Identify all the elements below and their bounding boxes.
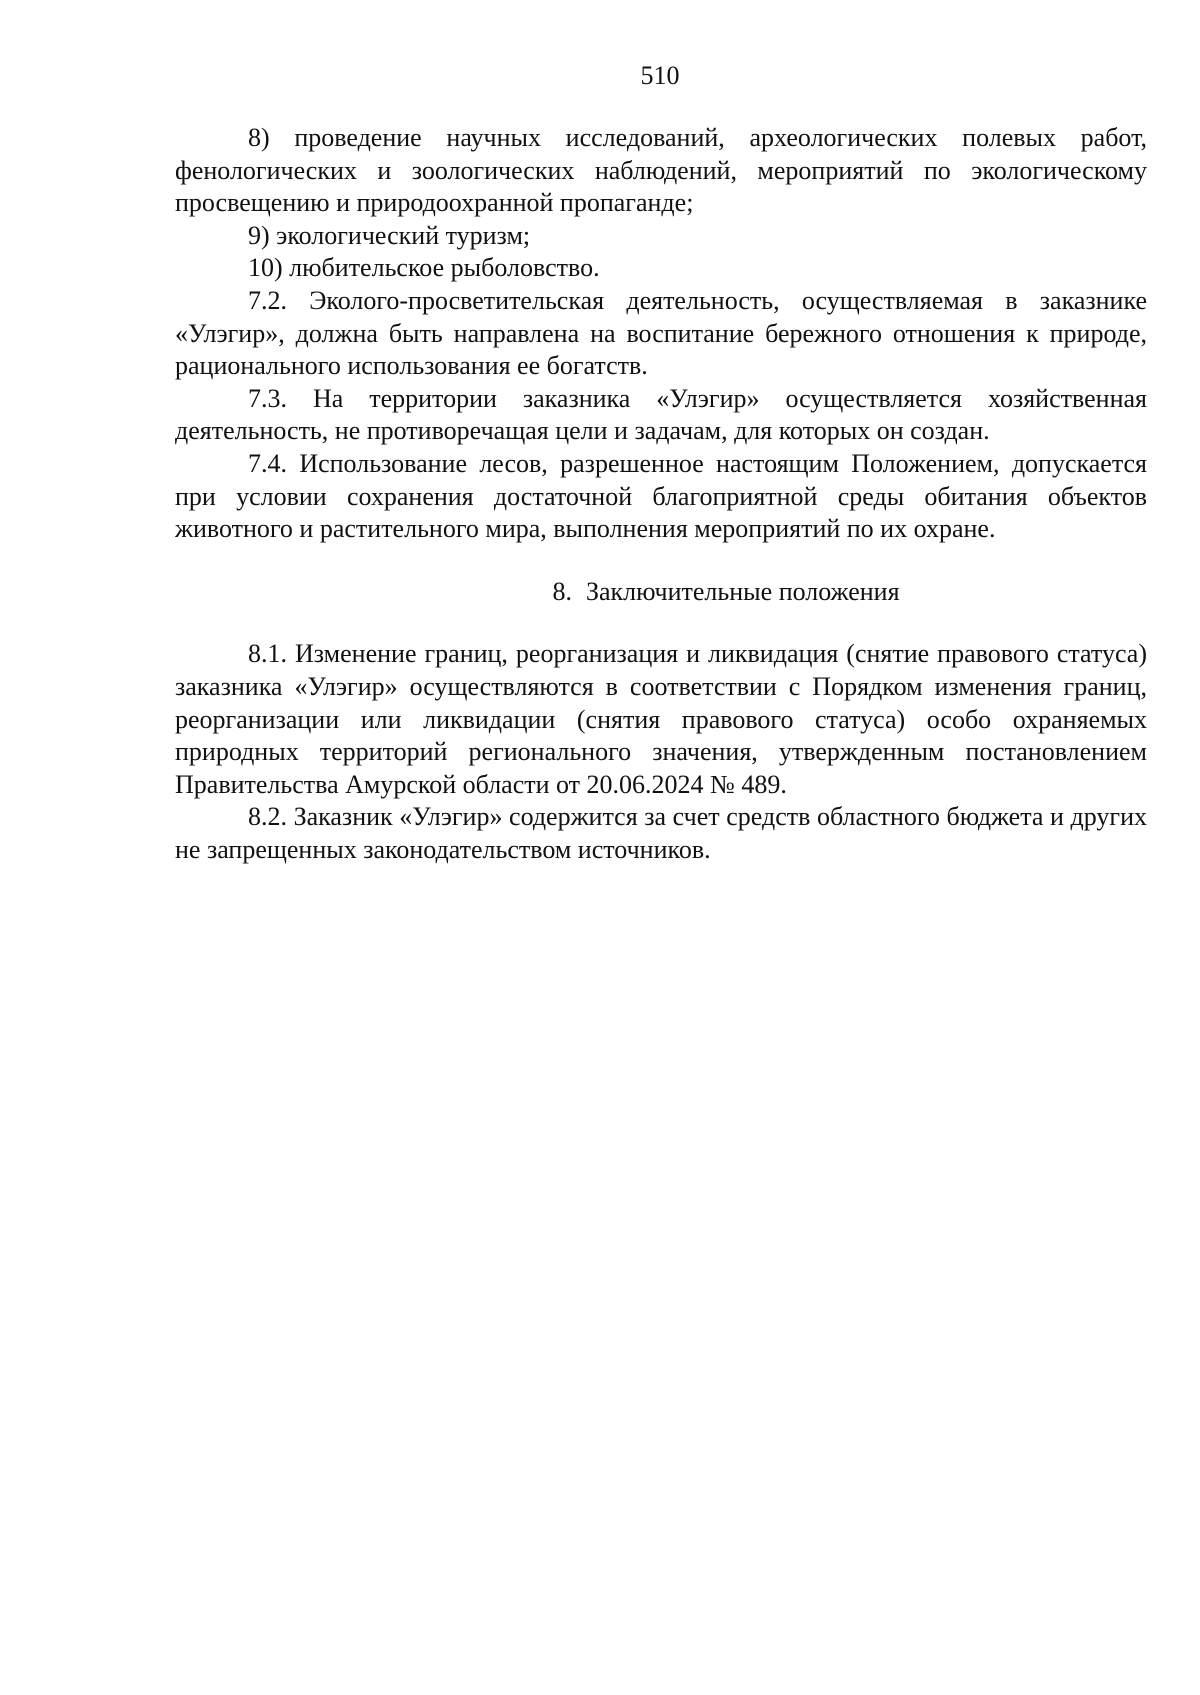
document-body	[175, 122, 1147, 866]
paragraph-item-9: 9) экологический туризм;	[248, 220, 531, 250]
paragraph-8-1: 8.1. Изменение границ, реорганизация и ликвидация (снятие правового статуса) заказника «Улэгир» осуществляются в соответствии с Порядком изменения границ, реорганизации или ликвидации (снятия правового статуса) особо охраняемых природных территорий регионального значения, утвержденным постановлением Правительства Амурской области от 20.06.2024 № 489.	[175, 639, 1147, 799]
page-number: 510	[640, 61, 680, 90]
paragraph-item-10: 10) любительское рыболовство.	[248, 253, 600, 283]
paragraph-7-2: 7.2. Эколого-просветительская деятельность, осуществляемая в заказнике «Улэгир», должна быть направлена на воспитание бережного отношения к природе, рационального использования ее богатств.	[175, 285, 1147, 381]
paragraph-7-3: 7.3. На территории заказника «Улэгир» осуществляется хозяйственная деятельность, не противоречащая цели и задачам, для которых он создан.	[175, 383, 1147, 446]
paragraph-8-2: 8.2. Заказник «Улэгир» содержится за счет средств областного бюджета и других не запрещенных законодательством источников.	[175, 802, 1147, 864]
paragraph-item-8: 8) проведение научных исследований, археологических полевых работ, фенологических и зоологических наблюдений, мероприятий по экологическому просвещению и природоохранной пропаганде;	[175, 123, 1147, 218]
section-number: 8.	[552, 576, 572, 606]
paragraph-7-4: 7.4. Использование лесов, разрешенное настоящим Положением, допускается при условии сохранения достаточной благоприятной среды обитания объектов животного и растительного мира, выполнения мероприятий по их охране.	[175, 448, 1147, 544]
section-title: Заключительные положения	[585, 576, 900, 606]
section-heading	[175, 576, 1147, 609]
